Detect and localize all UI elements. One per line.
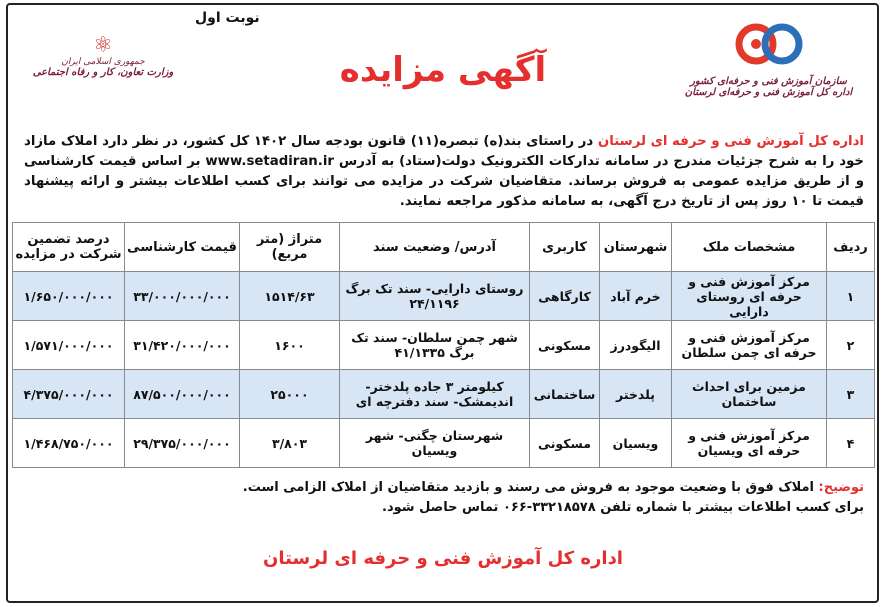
table-cell: ۳ <box>827 370 875 419</box>
table-cell: ۲ <box>827 321 875 370</box>
intro-paragraph <box>24 132 864 212</box>
col-header: مشخصات ملک <box>672 223 827 272</box>
iran-emblem-icon: ⚛ <box>93 33 113 58</box>
table-cell: کیلومتر ۳ جاده پلدختر- اندیمشک- سند دفترچه ای <box>340 370 530 419</box>
col-header: کاربری <box>530 223 600 272</box>
ministry-logo-line1: جمهوری اسلامی ایران <box>61 57 145 67</box>
table-cell: ۳/۸۰۳ <box>240 419 340 468</box>
col-header: متراژ (متر مربع) <box>240 223 340 272</box>
table-cell: ۱/۴۶۸/۷۵۰/۰۰۰ <box>13 419 125 468</box>
table-row <box>13 272 875 321</box>
col-header: آدرس/ وضعیت سند <box>340 223 530 272</box>
page-title: آگهی مزایده <box>339 50 547 90</box>
tvto-logo-icon <box>734 14 804 74</box>
table-cell: ۴ <box>827 419 875 468</box>
intro-text: در راستای بند(ه) تبصره(۱۱) قانون بودجه سال ۱۴۰۲ کل کشور، در نظر دارد املاک مازاد خود را به شرح جزئیات مندرج در سامانه تدارکات الکترونیک دولت(ستاد) به آدرس www.setadiran.ir بر اساس قیمت کارشناسی و از طریق مزایده عمومی به فروش برساند. متقاضیان شرکت در مزایده می توانند برای کسب اطلاعات بیشتر و ارائه پیشنهاد قیمت تا ۱۰ روز پس از تاریخ درج آگهی، به سامانه مذکور مراجعه نمایند. <box>24 134 864 209</box>
table-cell: پلدختر <box>600 370 672 419</box>
table-row <box>13 321 875 370</box>
notes-line1 <box>24 478 864 498</box>
table-cell: ۳۱/۴۲۰/۰۰۰/۰۰۰ <box>125 321 240 370</box>
table-cell: ۱/۶۵۰/۰۰۰/۰۰۰ <box>13 272 125 321</box>
table-cell: مسکونی <box>530 419 600 468</box>
notes-line1-text: املاک فوق با وضعیت موجود به فروش می رسند و بازدید متقاضیان از املاک الزامی است. <box>242 480 814 495</box>
tvto-logo <box>681 14 856 114</box>
table-cell: مسکونی <box>530 321 600 370</box>
table-cell: ۴/۳۷۵/۰۰۰/۰۰۰ <box>13 370 125 419</box>
table-cell: ویسیان <box>600 419 672 468</box>
table-cell: ۲۵۰۰۰ <box>240 370 340 419</box>
table-cell: ساختمانی <box>530 370 600 419</box>
table-cell: ۱ <box>827 272 875 321</box>
table-cell: روستای دارایی- سند تک برگ ۲۴/۱۱۹۶ <box>340 272 530 321</box>
table-cell: الیگودرز <box>600 321 672 370</box>
properties-table <box>12 222 875 468</box>
notes-section <box>24 478 864 518</box>
tvto-logo-line1: سازمان آموزش فنی و حرفه‌ای کشور <box>690 76 847 87</box>
table-cell: ۱/۵۷۱/۰۰۰/۰۰۰ <box>13 321 125 370</box>
col-header: ردیف <box>827 223 875 272</box>
col-header: درصد تضمین شرکت در مزایده <box>13 223 125 272</box>
table-cell: کارگاهی <box>530 272 600 321</box>
table-header-row <box>13 223 875 272</box>
table-cell: مزمین برای احداث ساختمان <box>672 370 827 419</box>
table-row <box>13 419 875 468</box>
table-cell: ۲۹/۳۷۵/۰۰۰/۰۰۰ <box>125 419 240 468</box>
round-label: نوبت اول <box>195 10 260 26</box>
col-header: شهرستان <box>600 223 672 272</box>
table-cell: ۱۵۱۴/۶۳ <box>240 272 340 321</box>
table-row <box>13 370 875 419</box>
table-cell: ۳۳/۰۰۰/۰۰۰/۰۰۰ <box>125 272 240 321</box>
footer-org: اداره کل آموزش فنی و حرفه ای لرستان <box>263 548 623 569</box>
table-cell: ۱۶۰۰ <box>240 321 340 370</box>
table-cell: مرکز آموزش فنی و حرفه ای روستای دارایی <box>672 272 827 321</box>
tvto-logo-line2: اداره کل آموزش فنی و حرفه‌ای لرستان <box>684 87 853 98</box>
table-cell: مرکز آموزش فنی و حرفه ای ویسیان <box>672 419 827 468</box>
ministry-logo-line2: وزارت تعاون، کار و رفاه اجتماعی <box>32 67 174 78</box>
table-cell: شهرستان چگنی- شهر ویسیان <box>340 419 530 468</box>
table-cell: ۸۷/۵۰۰/۰۰۰/۰۰۰ <box>125 370 240 419</box>
notes-line2: برای کسب اطلاعات بیشتر با شماره تلفن ۳۳۲۱۸۵۷۸-۰۶۶ تماس حاصل شود. <box>382 500 864 515</box>
table-cell: خرم آباد <box>600 272 672 321</box>
col-header: قیمت کارشناسی <box>125 223 240 272</box>
notes-label: توضیح: <box>818 480 864 495</box>
table-cell: مرکز آموزش فنی و حرفه ای چمن سلطان <box>672 321 827 370</box>
table-cell: شهر چمن سلطان- سند تک برگ ۴۱/۱۳۳۵ <box>340 321 530 370</box>
intro-org: اداره کل آموزش فنی و حرفه ای لرستان <box>597 134 864 149</box>
